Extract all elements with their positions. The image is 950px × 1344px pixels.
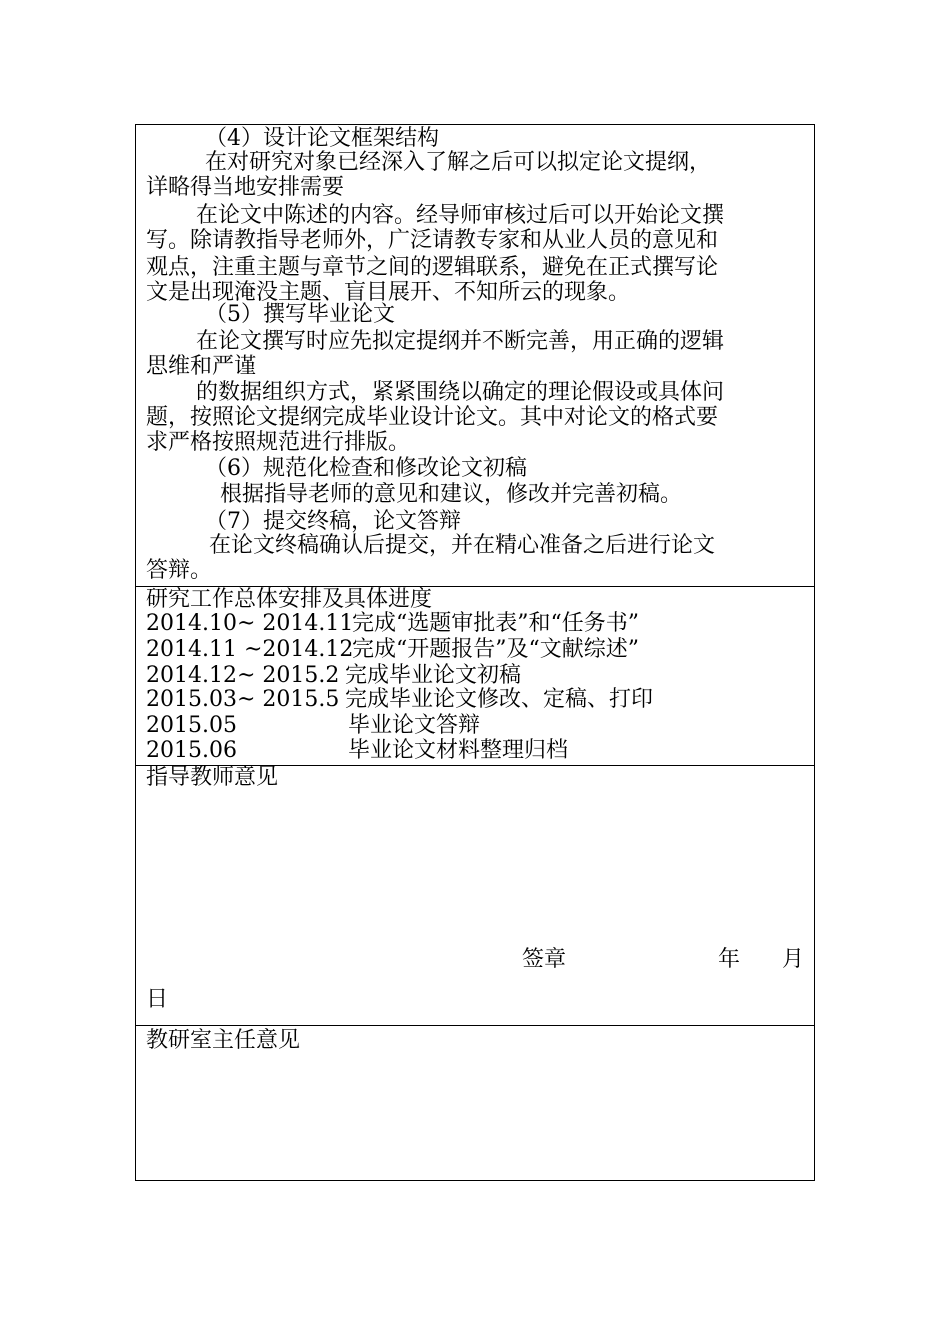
paragraph-line: 文是出现淹没主题、盲目展开、不知所云的现象。 bbox=[146, 280, 631, 305]
year-label: 年 bbox=[718, 947, 741, 972]
schedule-date: 2015.05 bbox=[146, 713, 237, 738]
paragraph-line: 思维和严谨 bbox=[146, 354, 257, 379]
schedule-task: 毕业论文答辩 bbox=[348, 713, 481, 738]
schedule-date: 2014.10~ 2014.11 bbox=[146, 611, 354, 636]
sign-label: 签章 bbox=[522, 947, 567, 972]
schedule-task: 完成毕业论文修改、定稿、打印 bbox=[345, 687, 654, 712]
paragraph-line: 在论文中陈述的内容。经导师审核过后可以开始论文撰 bbox=[196, 203, 725, 228]
schedule-task: 毕业论文材料整理归档 bbox=[348, 738, 569, 763]
paragraph-line: 答辩。 bbox=[146, 558, 213, 583]
paragraph-line: 写。除请教指导老师外，广泛请教专家和从业人员的意见和 bbox=[146, 228, 719, 253]
divider bbox=[136, 1025, 814, 1026]
paragraph-line: 题，按照论文提纲完成毕业设计论文。其中对论文的格式要 bbox=[146, 405, 719, 430]
month-label: 月 bbox=[782, 947, 805, 972]
step7-heading: （7）提交终稿，论文答辩 bbox=[205, 509, 461, 534]
schedule-date: 2014.12~ 2015.2 bbox=[146, 663, 340, 688]
schedule-date: 2014.11 ~2014.12 bbox=[146, 637, 354, 662]
schedule-title: 研究工作总体安排及具体进度 bbox=[146, 587, 433, 612]
schedule-task: 完成“开题报告”及“文献综述” bbox=[352, 637, 639, 662]
day-label: 日 bbox=[146, 987, 169, 1012]
paragraph-line: 根据指导老师的意见和建议，修改并完善初稿。 bbox=[220, 482, 683, 507]
schedule-date: 2015.03~ 2015.5 bbox=[146, 687, 340, 712]
advisor-title: 指导教师意见 bbox=[146, 765, 279, 790]
paragraph-line: 在论文终稿确认后提交，并在精心准备之后进行论文 bbox=[209, 533, 716, 558]
paragraph-line: 在论文撰写时应先拟定提纲并不断完善，用正确的逻辑 bbox=[196, 329, 725, 354]
paragraph-line: 的数据组织方式，紧紧围绕以确定的理论假设或具体问 bbox=[196, 380, 725, 405]
paragraph-line: 求严格按照规范进行排版。 bbox=[146, 430, 411, 455]
paragraph-line: 观点，注重主题与章节之间的逻辑联系，避免在正式撰写论 bbox=[146, 255, 719, 280]
schedule-task: 完成“选题审批表”和“任务书” bbox=[352, 611, 639, 636]
schedule-task: 完成毕业论文初稿 bbox=[345, 663, 522, 688]
director-title: 教研室主任意见 bbox=[146, 1028, 301, 1053]
paragraph-line: 在对研究对象已经深入了解之后可以拟定论文提纲， bbox=[205, 150, 712, 175]
step5-heading: （5）撰写毕业论文 bbox=[205, 302, 395, 327]
paragraph-line: 详略得当地安排需要 bbox=[146, 175, 345, 200]
step6-heading: （6）规范化检查和修改论文初稿 bbox=[205, 456, 527, 481]
step4-heading: （4）设计论文框架结构 bbox=[205, 126, 439, 151]
schedule-date: 2015.06 bbox=[146, 738, 237, 763]
form-table bbox=[135, 124, 815, 1181]
